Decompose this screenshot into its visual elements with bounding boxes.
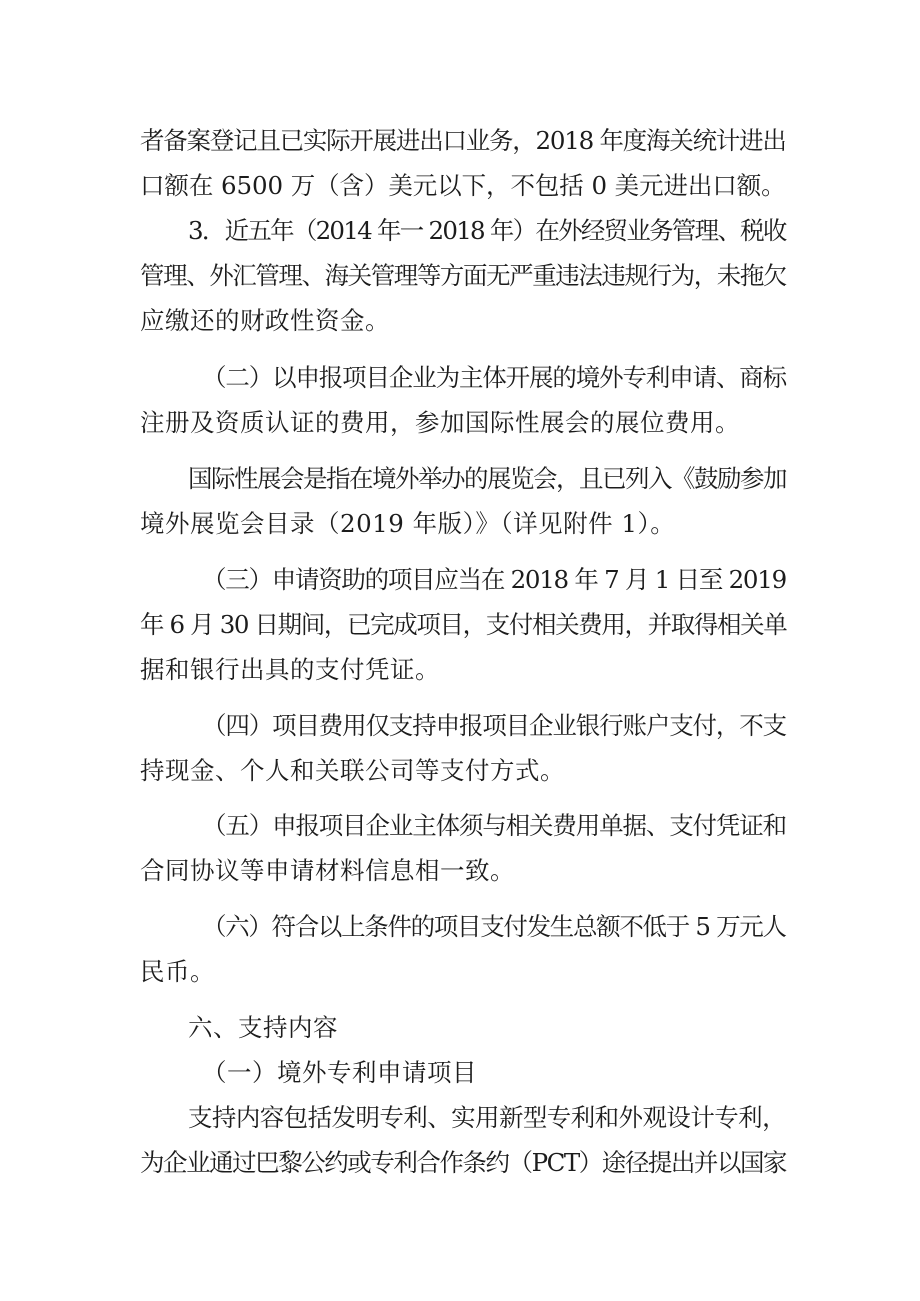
subsection-heading: （一）境外专利申请项目	[202, 1058, 477, 1087]
text-line-17: （六）符合以上条件的项目支付发生总额不低于 5 万元人	[202, 912, 786, 941]
text-line-22: 为企业通过巴黎公约或专利合作条约（PCT）途径提出并以国家	[140, 1148, 787, 1177]
text-line-9: 境外展览会目录（2019 年版）》（详见附件 1）。	[140, 509, 676, 538]
text-line-4: 管理、外汇管理、海关管理等方面无严重违法违规行为，未拖欠	[140, 261, 786, 290]
text-line-12: 据和银行出具的支付凭证。	[140, 655, 440, 684]
text-line-5: 应缴还的财政性资金。	[140, 306, 390, 335]
text-line-13: （四）项目费用仅支持申报项目企业银行账户支付，不支	[202, 711, 786, 740]
text-line-2: 口额在 6500 万（含）美元以下，不包括 0 美元进出口额。	[140, 171, 786, 200]
text-line-15: （五）申报项目企业主体须与相关费用单据、支付凭证和	[202, 811, 786, 840]
text-line-7: 注册及资质认证的费用，参加国际性展会的展位费用。	[140, 408, 740, 437]
text-line-16: 合同协议等申请材料信息相一致。	[140, 856, 515, 885]
text-line-14: 持现金、个人和关联公司等支付方式。	[140, 756, 565, 785]
section-heading: 六、支持内容	[188, 1013, 338, 1042]
text-line-21: 支持内容包括发明专利、实用新型专利和外观设计专利，	[188, 1103, 786, 1132]
text-line-1: 者备案登记且已实际开展进出口业务，2018 年度海关统计进出	[140, 126, 786, 155]
text-line-11: 年 6 月 30 日期间，已完成项目，支付相关费用，并取得相关单	[140, 610, 787, 639]
text-line-3: 3．近五年（2014 年一 2018 年）在外经贸业务管理、税收	[188, 216, 786, 245]
text-line-18: 民币。	[140, 957, 215, 986]
text-line-6: （二）以申报项目企业为主体开展的境外专利申请、商标	[202, 363, 786, 392]
text-line-8: 国际性展会是指在境外举办的展览会，且已列入《鼓励参加	[188, 464, 786, 493]
text-line-10: （三）申请资助的项目应当在 2018 年 7 月 1 日至 2019	[202, 565, 786, 594]
